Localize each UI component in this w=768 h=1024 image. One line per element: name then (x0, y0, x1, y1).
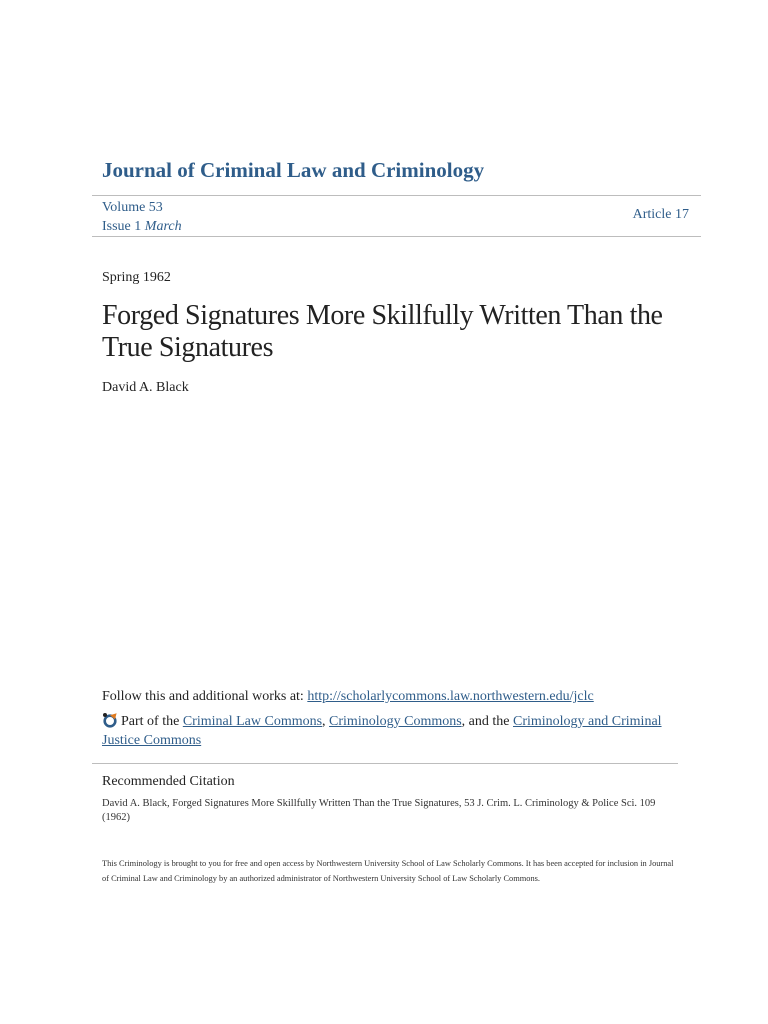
criminology-criminal-justice-commons-link[interactable]: Criminology and Criminal Justice Commons (102, 714, 662, 748)
issue-label: Issue 1 (102, 219, 142, 234)
article-number-link[interactable]: Article 17 (632, 207, 689, 222)
publication-date: Spring 1962 (102, 270, 171, 285)
follow-line (102, 689, 594, 705)
collection-url-link[interactable]: http://scholarlycommons.law.northwestern.edu/jclc (307, 689, 594, 704)
volume-issue-block (102, 198, 182, 236)
citation-rule (92, 763, 678, 764)
access-notice: This Criminology is brought to you for free and open access by Northwestern University School of Law Scholarly Commons. It has been accepted for inclusion in Journal of Criminal Law and Criminology by an authorized administrator of Northwestern University School of Law Scholarly Commons. (102, 859, 674, 883)
journal-title[interactable]: Journal of Criminal Law and Criminology (102, 158, 485, 182)
recommended-citation-heading: Recommended Citation (102, 774, 235, 789)
issue-month: March (144, 219, 182, 234)
article-author: David A. Black (102, 380, 189, 395)
part-of-separator-2: , and the (461, 714, 510, 729)
issue-link[interactable] (102, 217, 182, 236)
follow-text: Follow this and additional works at: (102, 689, 304, 704)
volume-link[interactable]: Volume 53 (102, 200, 163, 215)
criminal-law-commons-link[interactable]: Criminal Law Commons (182, 714, 323, 729)
part-of-prefix: Part of the (121, 714, 180, 729)
bepress-commons-icon (102, 712, 119, 728)
recommended-citation-text: David A. Black, Forged Signatures More Skillfully Written Than the True Signatures, 53 J. Crim. L. Criminology & Police Sci. 109 (1962) (102, 798, 656, 823)
article-title: Forged Signatures More Skillfully Written Than the True Signatures (102, 300, 663, 363)
part-of-separator-1: , (322, 714, 326, 729)
header-top-rule (92, 195, 701, 196)
header-bottom-rule (92, 236, 701, 237)
part-of-line (102, 712, 682, 750)
criminology-commons-link[interactable]: Criminology Commons (329, 714, 462, 729)
